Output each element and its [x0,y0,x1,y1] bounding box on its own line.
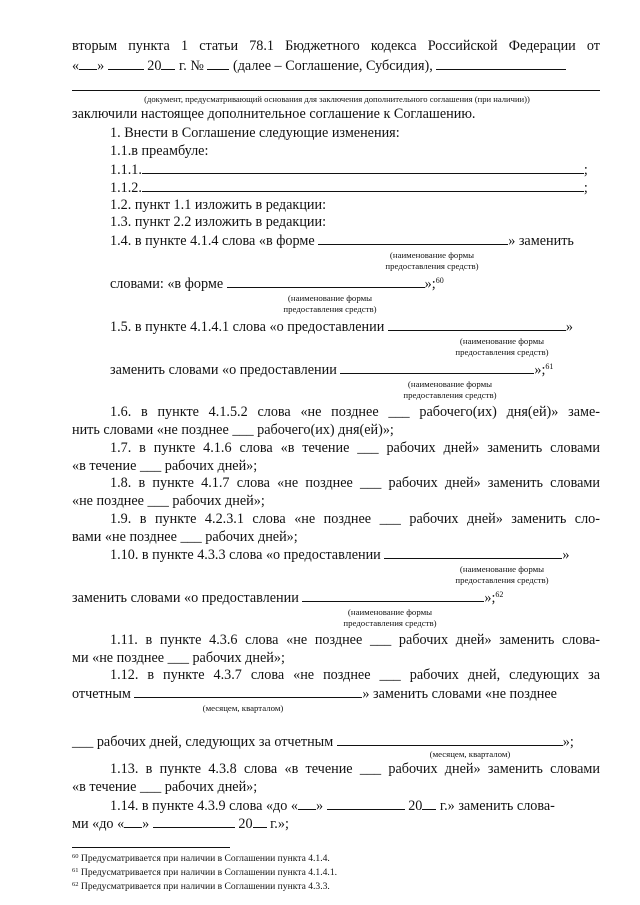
item-1-6-line-2: нить словами «не позднее ___ рабочего(их) дня(ей)»; [72,422,394,438]
item-1-12-blank-1 [134,685,362,698]
footnote-separator [72,847,230,848]
item-1-14-day-blank-1 [298,797,316,810]
item-1-11-line-2: ми «не позднее ___ рабочих дней»; [72,650,285,666]
item-1-4-caption-1b: предоставления средств) [385,261,479,271]
item-1-7-line-2: «в течение ___ рабочих дней»; [72,458,258,474]
footnote-ref-62: 62 [495,590,504,599]
item-1-1-2: 1.1.2. ; [110,180,588,196]
intro-line-2: « » 20 г. № (далее – Соглашение, Субсидия), [72,57,600,75]
item-1-13-line-1: 1.13. в пункте 4.3.8 слова «в течение ___ рабочих дней» заменить словами [110,761,600,777]
item-1-14-month-blank-2 [153,815,235,828]
item-1-14-month-blank-1 [327,797,405,810]
item-1-3: 1.3. пункт 2.2 изложить в редакции: [110,214,327,230]
footnote-61: $^{61}$ Предусматривается при наличии в Соглашении пункта 4.1.4.1. [72,867,338,878]
item-1-5-line-2: заменить словами «о предоставлении »;$^{61}$ [110,362,554,378]
footnote-62: $^{62}$ Предусматривается при наличии в Соглашении пункта 4.3.3. [72,881,330,892]
item-1-9-line-1: 1.9. в пункте 4.2.3.1 слова «не позднее ___ рабочих дней» заменить сло- [110,511,600,527]
item-1-2: 1.2. пункт 1.1 изложить в редакции: [110,197,327,213]
item-1-4-line-2: словами: «в форме »;$^{60}$ [110,276,444,292]
item-1-12-line-3: ___ рабочих дней, следующих за отчетным »; [72,734,574,750]
footnote-ref-60: 60 [435,276,444,285]
item-1-14-year-blank-2 [253,815,267,828]
item-1-10-line-2: заменить словами «о предоставлении »;$^{62}$ [72,590,504,606]
item-1-12-caption-2: (месяцем, кварталом) [429,749,511,759]
item-1-10-caption-2a: (наименование формы [347,607,433,617]
item-1-1: 1.1.в преамбуле: [110,143,209,159]
item-1-8-line-2: «не позднее ___ рабочих дней»; [72,493,265,509]
party-blank [436,57,566,70]
item-1-5-caption-2a: (наименование формы [407,379,493,389]
item-1-5-caption-1b: предоставления средств) [455,347,549,357]
item-1-4-line-1: 1.4. в пункте 4.1.4 слова «в форме » заменить [110,233,574,249]
item-1-4-caption-1a: (наименование формы [389,250,475,260]
item-1-10-blank-1 [384,546,562,559]
item-1-11-line-1: 1.11. в пункте 4.3.6 слова «не позднее ___ рабочих дней» заменить слова- [110,632,600,648]
item-1-10-caption-1a: (наименование формы [459,564,545,574]
item-1-5-line-1: 1.5. в пункте 4.1.4.1 слова «о предоставлении » [110,319,573,335]
item-1-12-blank-2 [337,733,563,746]
item-1-4-blank-2 [227,275,425,288]
item-1-10-caption-2b: предоставления средств) [343,618,437,628]
item-1-10-blank-2 [302,589,484,602]
item-1-4-caption-2a: (наименование формы [287,293,373,303]
item-1-4-caption-2b: предоставления средств) [283,304,377,314]
item-1-14-day-blank-2 [124,815,142,828]
footnote-ref-61: 61 [545,362,554,371]
number-blank [207,57,229,70]
item-1-6-line-1: 1.6. в пункте 4.1.5.2 слова «не позднее ___ рабочего(их) дня(ей)» заме- [110,404,600,420]
item-1-1-2-blank [142,179,584,192]
item-1-1-1-blank [142,161,584,174]
item-1-12-line-2: отчетным » заменить словами «не позднее [72,686,557,702]
month-blank [108,57,144,70]
item-1-7-line-1: 1.7. в пункте 4.1.6 слова «в течение ___ рабочих дней» заменить словами [110,440,600,456]
item-1-14-year-blank-1 [422,797,436,810]
footnote-60: $^{60}$ Предусматривается при наличии в Соглашении пункта 4.1.4. [72,853,330,864]
item-1-14-line-1: 1.14. в пункте 4.3.9 слова «до « » 20 г.» заменить слова- [110,798,555,814]
intro-line-4: заключили настоящее дополнительное соглашение к Соглашению. [72,106,476,122]
item-1-5-blank-2 [340,361,534,374]
item-1-10-line-1: 1.10. в пункте 4.3.3 слова «о предоставлении » [110,547,570,563]
item-1-13-line-2: «в течение ___ рабочих дней»; [72,779,258,795]
item-1-12-caption-1: (месяцем, кварталом) [202,703,284,713]
day-blank [79,57,97,70]
item-1: 1. Внести в Соглашение следующие изменения: [110,125,400,141]
item-1-9-line-2: вами «не позднее ___ рабочих дней»; [72,529,298,545]
item-1-10-caption-1b: предоставления средств) [455,575,549,585]
year-blank [161,57,175,70]
item-1-8-line-1: 1.8. в пункте 4.1.7 слова «не позднее ___ рабочих дней» заменить словами [110,475,600,491]
basis-rule [72,90,600,91]
item-1-5-caption-1a: (наименование формы [459,336,545,346]
intro-line-1: вторым пункта 1 статьи 78.1 Бюджетного кодекса Российской Федерации от [72,38,600,54]
item-1-12-line-1: 1.12. в пункте 4.3.7 слова «не позднее ___ рабочих дней, следующих за [110,667,600,683]
basis-caption: (документ, предусматривающий основания для заключения дополнительного соглашения (при наличии)) [144,94,530,104]
item-1-1-1: 1.1.1. ; [110,162,588,178]
item-1-14-line-2: ми «до « » 20 г.»; [72,816,289,832]
item-1-5-blank-1 [388,318,566,331]
item-1-4-blank-1 [318,232,508,245]
item-1-5-caption-2b: предоставления средств) [403,390,497,400]
